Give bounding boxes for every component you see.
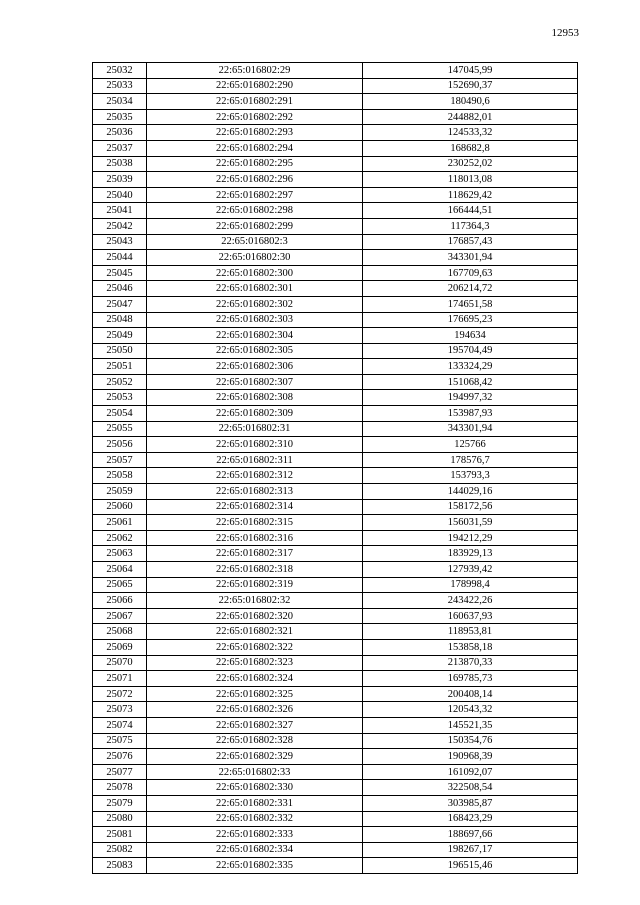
cadastral-number-cell: 22:65:016802:290 (147, 78, 363, 94)
cadastral-number-cell: 22:65:016802:321 (147, 624, 363, 640)
row-number-cell: 25062 (93, 530, 147, 546)
cadastral-number-cell: 22:65:016802:306 (147, 359, 363, 375)
value-cell: 230252,02 (363, 156, 578, 172)
table-row (93, 702, 578, 718)
row-number-cell: 25057 (93, 452, 147, 468)
value-cell: 125766 (363, 437, 578, 453)
page-number: 12953 (551, 27, 579, 39)
value-cell: 124533,32 (363, 125, 578, 141)
table-row (93, 499, 578, 515)
cadastral-number-cell: 22:65:016802:305 (147, 343, 363, 359)
table-row (93, 717, 578, 733)
cadastral-number-cell: 22:65:016802:313 (147, 484, 363, 500)
cadastral-number-cell: 22:65:016802:319 (147, 577, 363, 593)
cadastral-number-cell: 22:65:016802:316 (147, 530, 363, 546)
table-row (93, 281, 578, 297)
cadastral-number-cell: 22:65:016802:318 (147, 562, 363, 578)
table-row (93, 109, 578, 125)
cadastral-number-cell: 22:65:016802:31 (147, 421, 363, 437)
value-cell: 167709,63 (363, 265, 578, 281)
table-row (93, 749, 578, 765)
value-cell: 178576,7 (363, 452, 578, 468)
value-cell: 158172,56 (363, 499, 578, 515)
table-row (93, 140, 578, 156)
value-cell: 206214,72 (363, 281, 578, 297)
row-number-cell: 25046 (93, 281, 147, 297)
value-cell: 243422,26 (363, 593, 578, 609)
value-cell: 322508,54 (363, 780, 578, 796)
value-cell: 168682,8 (363, 140, 578, 156)
cadastral-number-cell: 22:65:016802:295 (147, 156, 363, 172)
cadastral-number-cell: 22:65:016802:315 (147, 515, 363, 531)
cadastral-number-cell: 22:65:016802:300 (147, 265, 363, 281)
table-row (93, 94, 578, 110)
value-cell: 169785,73 (363, 671, 578, 687)
cadastral-number-cell: 22:65:016802:326 (147, 702, 363, 718)
cadastral-number-cell: 22:65:016802:309 (147, 406, 363, 422)
cadastral-number-cell: 22:65:016802:324 (147, 671, 363, 687)
row-number-cell: 25077 (93, 764, 147, 780)
table-row (93, 562, 578, 578)
row-number-cell: 25049 (93, 328, 147, 344)
table-row (93, 296, 578, 312)
row-number-cell: 25034 (93, 94, 147, 110)
value-cell: 152690,37 (363, 78, 578, 94)
cadastral-number-cell: 22:65:016802:33 (147, 764, 363, 780)
row-number-cell: 25068 (93, 624, 147, 640)
table-row (93, 312, 578, 328)
table-row (93, 63, 578, 79)
row-number-cell: 25082 (93, 842, 147, 858)
cadastral-number-cell: 22:65:016802:32 (147, 593, 363, 609)
cadastral-number-cell: 22:65:016802:335 (147, 858, 363, 874)
row-number-cell: 25072 (93, 686, 147, 702)
row-number-cell: 25073 (93, 702, 147, 718)
cadastral-number-cell: 22:65:016802:328 (147, 733, 363, 749)
value-cell: 166444,51 (363, 203, 578, 219)
row-number-cell: 25041 (93, 203, 147, 219)
value-cell: 147045,99 (363, 63, 578, 79)
value-cell: 144029,16 (363, 484, 578, 500)
row-number-cell: 25051 (93, 359, 147, 375)
table-row (93, 639, 578, 655)
table-row (93, 811, 578, 827)
table-row (93, 203, 578, 219)
cadastral-number-cell: 22:65:016802:311 (147, 452, 363, 468)
cadastral-number-cell: 22:65:016802:314 (147, 499, 363, 515)
value-cell: 127939,42 (363, 562, 578, 578)
table-row (93, 686, 578, 702)
row-number-cell: 25059 (93, 484, 147, 500)
value-cell: 156031,59 (363, 515, 578, 531)
cadastral-number-cell: 22:65:016802:302 (147, 296, 363, 312)
row-number-cell: 25043 (93, 234, 147, 250)
table-row (93, 172, 578, 188)
value-cell: 190968,39 (363, 749, 578, 765)
table-row (93, 827, 578, 843)
row-number-cell: 25053 (93, 390, 147, 406)
row-number-cell: 25067 (93, 608, 147, 624)
table-row (93, 484, 578, 500)
table-row (93, 234, 578, 250)
row-number-cell: 25033 (93, 78, 147, 94)
cadastral-number-cell: 22:65:016802:297 (147, 187, 363, 203)
table-row (93, 187, 578, 203)
cadastral-number-cell: 22:65:016802:317 (147, 546, 363, 562)
value-cell: 174651,58 (363, 296, 578, 312)
cadastral-number-cell: 22:65:016802:330 (147, 780, 363, 796)
table-row (93, 733, 578, 749)
table-row (93, 593, 578, 609)
cadastral-number-cell: 22:65:016802:310 (147, 437, 363, 453)
row-number-cell: 25036 (93, 125, 147, 141)
table-row (93, 795, 578, 811)
row-number-cell: 25040 (93, 187, 147, 203)
row-number-cell: 25050 (93, 343, 147, 359)
table-row (93, 655, 578, 671)
value-cell: 120543,32 (363, 702, 578, 718)
row-number-cell: 25052 (93, 374, 147, 390)
value-cell: 194634 (363, 328, 578, 344)
cadastral-number-cell: 22:65:016802:334 (147, 842, 363, 858)
table-row (93, 468, 578, 484)
value-cell: 196515,46 (363, 858, 578, 874)
cadastral-number-cell: 22:65:016802:291 (147, 94, 363, 110)
value-cell: 213870,33 (363, 655, 578, 671)
cadastral-number-cell: 22:65:016802:30 (147, 250, 363, 266)
table-row (93, 780, 578, 796)
row-number-cell: 25065 (93, 577, 147, 593)
value-cell: 153858,18 (363, 639, 578, 655)
value-cell: 303985,87 (363, 795, 578, 811)
table-row (93, 421, 578, 437)
value-cell: 343301,94 (363, 250, 578, 266)
row-number-cell: 25056 (93, 437, 147, 453)
value-cell: 160637,93 (363, 608, 578, 624)
value-cell: 180490,6 (363, 94, 578, 110)
table-row (93, 359, 578, 375)
cadastral-number-cell: 22:65:016802:323 (147, 655, 363, 671)
table-row (93, 390, 578, 406)
row-number-cell: 25037 (93, 140, 147, 156)
cadastral-number-cell: 22:65:016802:292 (147, 109, 363, 125)
row-number-cell: 25074 (93, 717, 147, 733)
row-number-cell: 25071 (93, 671, 147, 687)
cadastral-number-cell: 22:65:016802:303 (147, 312, 363, 328)
cadastral-number-cell: 22:65:016802:298 (147, 203, 363, 219)
table-row (93, 764, 578, 780)
value-cell: 145521,35 (363, 717, 578, 733)
row-number-cell: 25039 (93, 172, 147, 188)
registry-table-body (93, 63, 578, 874)
cadastral-number-cell: 22:65:016802:301 (147, 281, 363, 297)
value-cell: 118013,08 (363, 172, 578, 188)
table-row (93, 858, 578, 874)
value-cell: 178998,4 (363, 577, 578, 593)
value-cell: 194212,29 (363, 530, 578, 546)
table-row (93, 624, 578, 640)
table-row (93, 842, 578, 858)
row-number-cell: 25066 (93, 593, 147, 609)
cadastral-number-cell: 22:65:016802:320 (147, 608, 363, 624)
row-number-cell: 25076 (93, 749, 147, 765)
row-number-cell: 25081 (93, 827, 147, 843)
table-row (93, 265, 578, 281)
row-number-cell: 25058 (93, 468, 147, 484)
cadastral-number-cell: 22:65:016802:29 (147, 63, 363, 79)
row-number-cell: 25063 (93, 546, 147, 562)
cadastral-number-cell: 22:65:016802:329 (147, 749, 363, 765)
value-cell: 133324,29 (363, 359, 578, 375)
value-cell: 343301,94 (363, 421, 578, 437)
row-number-cell: 25038 (93, 156, 147, 172)
table-row (93, 156, 578, 172)
cadastral-number-cell: 22:65:016802:294 (147, 140, 363, 156)
cadastral-number-cell: 22:65:016802:296 (147, 172, 363, 188)
value-cell: 200408,14 (363, 686, 578, 702)
table-row (93, 577, 578, 593)
value-cell: 176857,43 (363, 234, 578, 250)
cadastral-number-cell: 22:65:016802:327 (147, 717, 363, 733)
table-row (93, 374, 578, 390)
value-cell: 198267,17 (363, 842, 578, 858)
cadastral-number-cell: 22:65:016802:333 (147, 827, 363, 843)
table-row (93, 546, 578, 562)
row-number-cell: 25048 (93, 312, 147, 328)
table-row (93, 343, 578, 359)
row-number-cell: 25055 (93, 421, 147, 437)
cadastral-number-cell: 22:65:016802:299 (147, 218, 363, 234)
table-row (93, 530, 578, 546)
registry-table (92, 62, 578, 874)
table-row (93, 218, 578, 234)
value-cell: 176695,23 (363, 312, 578, 328)
value-cell: 153793,3 (363, 468, 578, 484)
value-cell: 194997,32 (363, 390, 578, 406)
row-number-cell: 25075 (93, 733, 147, 749)
value-cell: 150354,76 (363, 733, 578, 749)
value-cell: 153987,93 (363, 406, 578, 422)
value-cell: 168423,29 (363, 811, 578, 827)
value-cell: 117364,3 (363, 218, 578, 234)
row-number-cell: 25042 (93, 218, 147, 234)
row-number-cell: 25047 (93, 296, 147, 312)
row-number-cell: 25060 (93, 499, 147, 515)
row-number-cell: 25064 (93, 562, 147, 578)
value-cell: 161092,07 (363, 764, 578, 780)
table-row (93, 452, 578, 468)
row-number-cell: 25035 (93, 109, 147, 125)
row-number-cell: 25045 (93, 265, 147, 281)
cadastral-number-cell: 22:65:016802:293 (147, 125, 363, 141)
table-row (93, 608, 578, 624)
table-row (93, 437, 578, 453)
value-cell: 118953,81 (363, 624, 578, 640)
cadastral-number-cell: 22:65:016802:304 (147, 328, 363, 344)
row-number-cell: 25061 (93, 515, 147, 531)
row-number-cell: 25078 (93, 780, 147, 796)
row-number-cell: 25079 (93, 795, 147, 811)
value-cell: 188697,66 (363, 827, 578, 843)
cadastral-number-cell: 22:65:016802:325 (147, 686, 363, 702)
table-row (93, 250, 578, 266)
cadastral-number-cell: 22:65:016802:3 (147, 234, 363, 250)
table-row (93, 328, 578, 344)
row-number-cell: 25054 (93, 406, 147, 422)
row-number-cell: 25069 (93, 639, 147, 655)
value-cell: 183929,13 (363, 546, 578, 562)
cadastral-number-cell: 22:65:016802:331 (147, 795, 363, 811)
row-number-cell: 25044 (93, 250, 147, 266)
table-row (93, 515, 578, 531)
value-cell: 195704,49 (363, 343, 578, 359)
cadastral-number-cell: 22:65:016802:308 (147, 390, 363, 406)
table-row (93, 406, 578, 422)
row-number-cell: 25080 (93, 811, 147, 827)
row-number-cell: 25083 (93, 858, 147, 874)
cadastral-number-cell: 22:65:016802:312 (147, 468, 363, 484)
cadastral-number-cell: 22:65:016802:322 (147, 639, 363, 655)
cadastral-number-cell: 22:65:016802:332 (147, 811, 363, 827)
value-cell: 244882,01 (363, 109, 578, 125)
cadastral-number-cell: 22:65:016802:307 (147, 374, 363, 390)
row-number-cell: 25070 (93, 655, 147, 671)
table-row (93, 78, 578, 94)
value-cell: 118629,42 (363, 187, 578, 203)
row-number-cell: 25032 (93, 63, 147, 79)
value-cell: 151068,42 (363, 374, 578, 390)
table-row (93, 671, 578, 687)
table-row (93, 125, 578, 141)
